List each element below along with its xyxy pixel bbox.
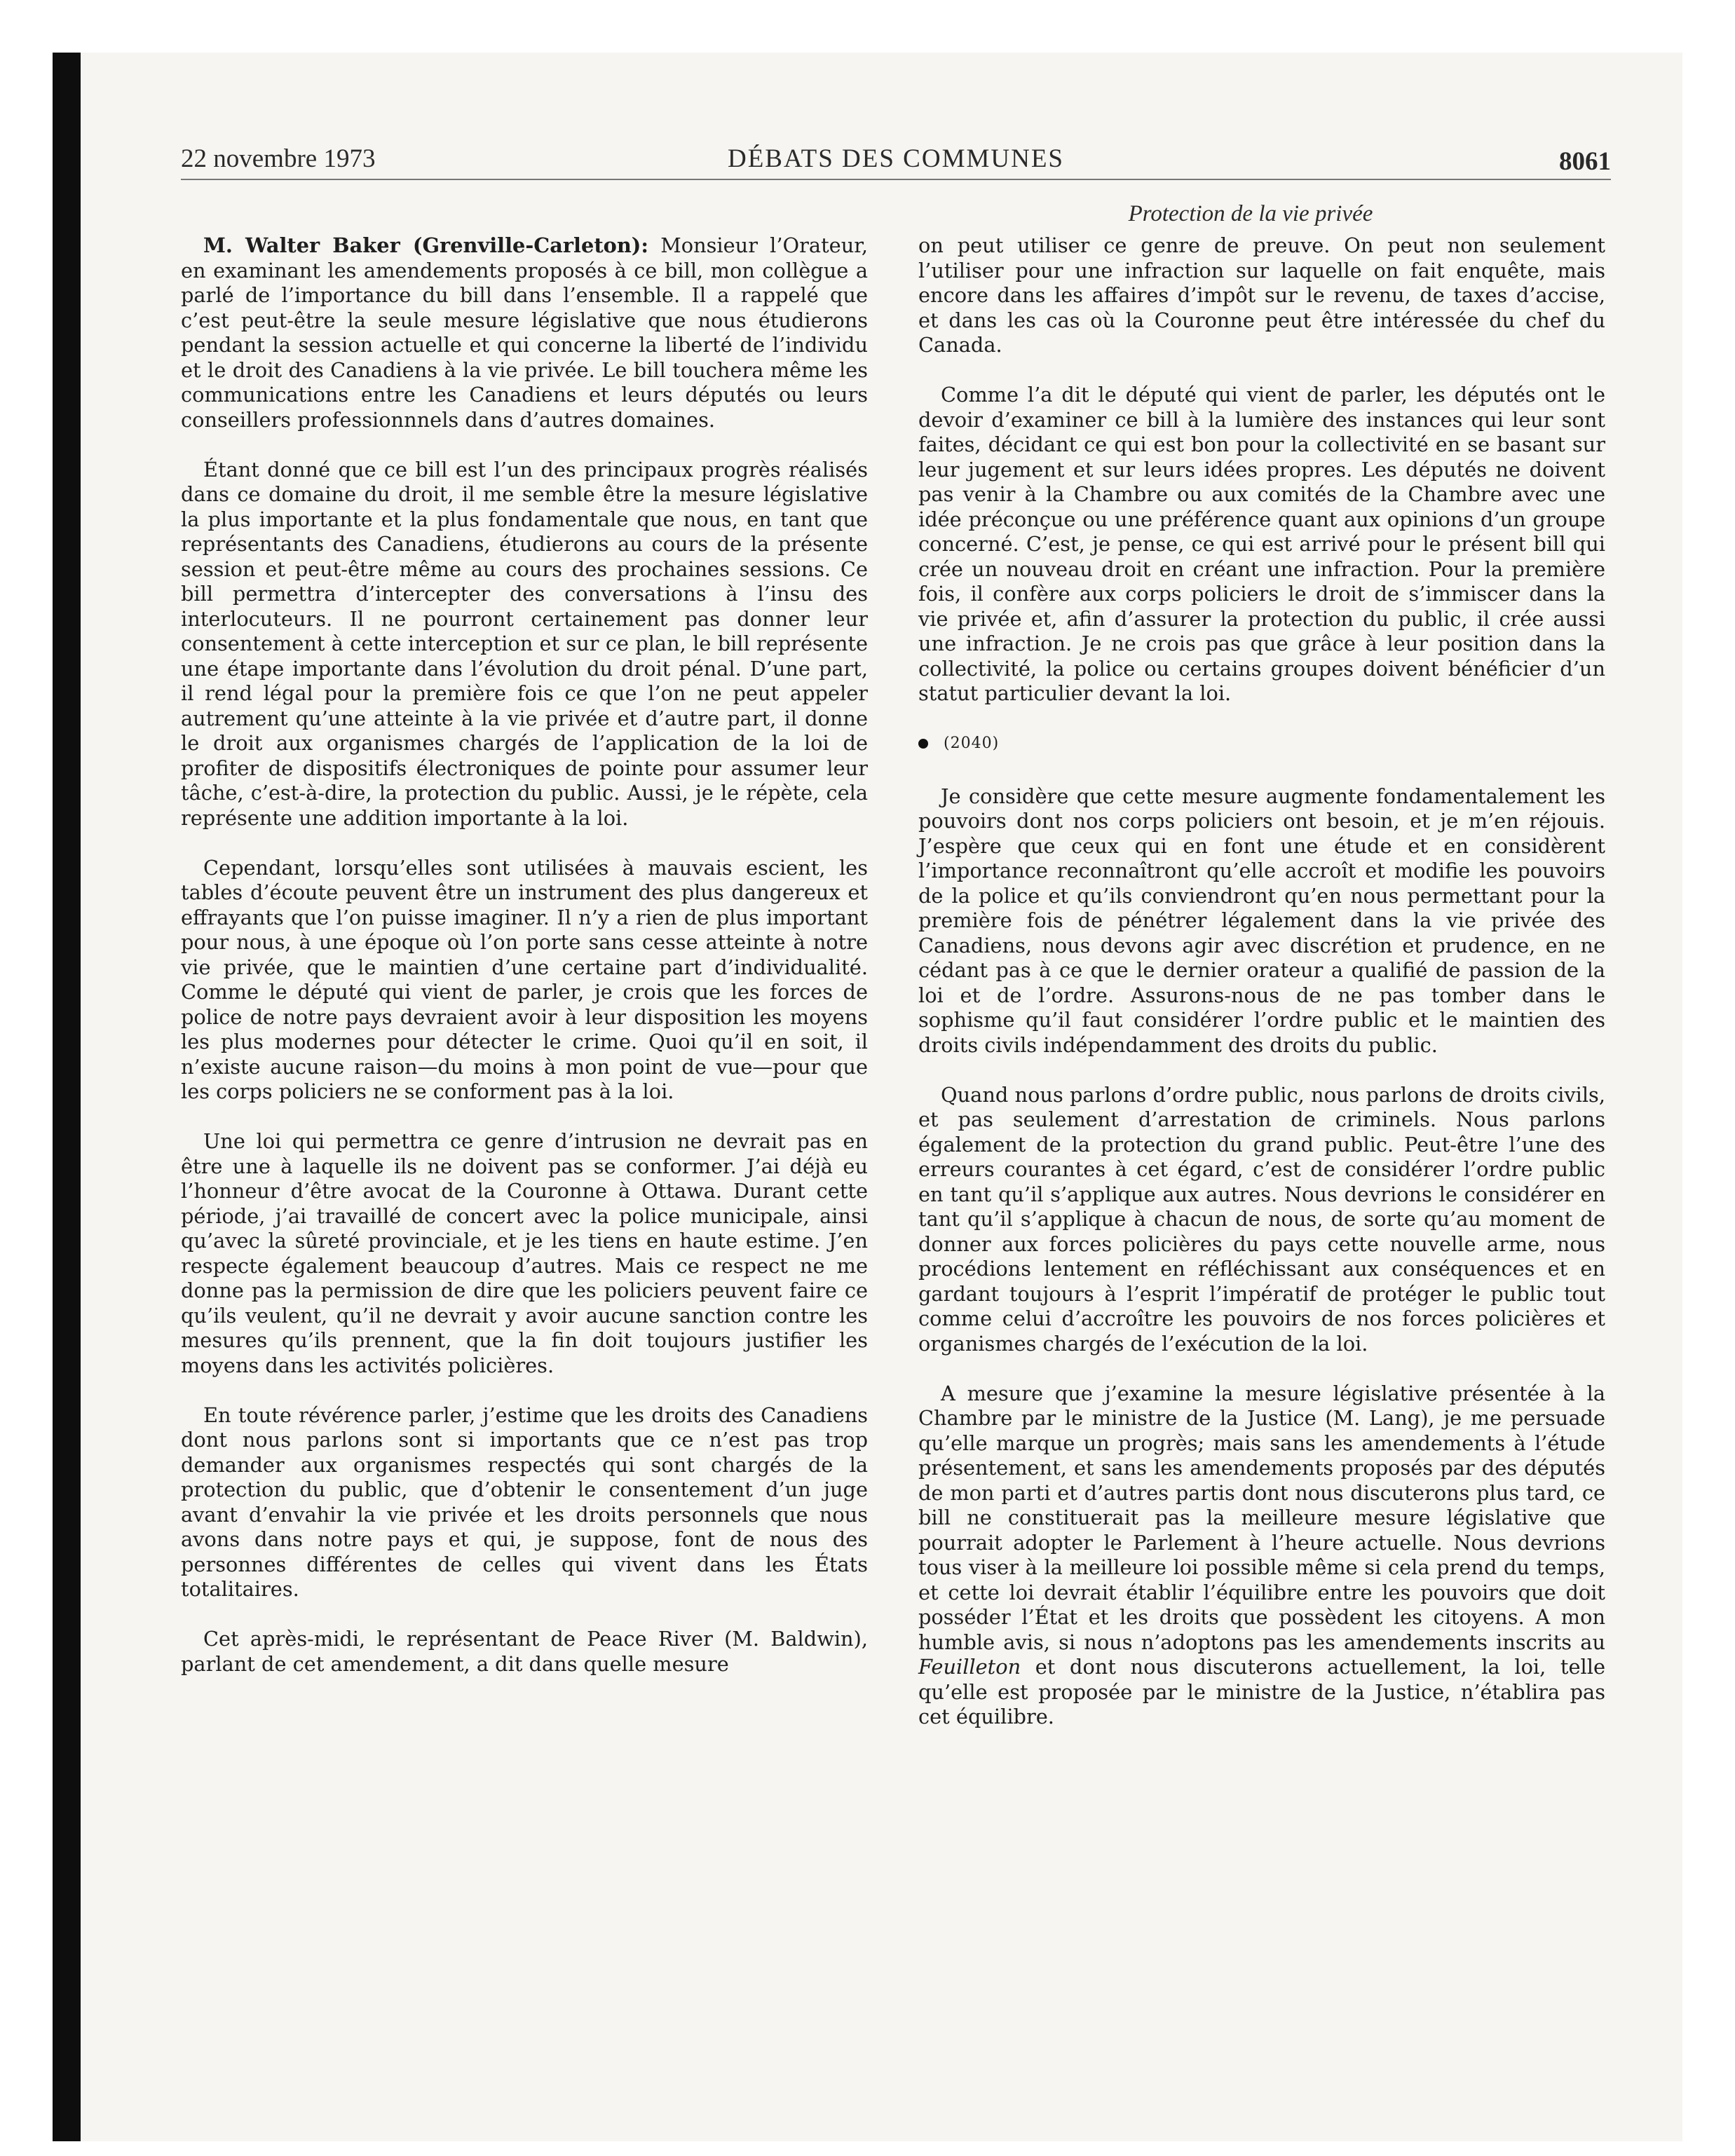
paragraph: Comme l’a dit le député qui vient de parler, les députés ont le devoir d’examiner ce bill à la lumière des instances qui leur sont faites, décidant ce qui est bon pour la collectivité en se basant sur leur jugement et sur leurs idées propres. Les députés ne doivent pas venir à la Chambre ou aux comités de la Chambre avec une idée préconçue ou une préférence quant aux opinions d’un groupe concerné. C’est, je pense, ce qui est arrivé pour le présent bill qui crée un nouveau droit en créant une infraction. Pour la première fois, il confère aux corps policiers le droit de s’immiscer dans la vie privée et, afin d’assurer la protection du public, il crée aussi une infraction. Je ne crois pas que grâce à leur position dans la collectivité, la police ou certains groupes doivent bénéficier d’un statut particulier devant la loi. [918,383,1605,705]
paragraph: En toute révérence parler, j’estime que les droits des Canadiens dont nous parlons sont si importants que ce n’est pas trop demander aux organismes respectés qui sont chargés de la protection du public, que d’obtenir le consentement d’un juge avant d’envahir la vie privée et les droits personnels que nous avons dans notre pays et qui, je suppose, font de nous des personnes différentes de celles qui vivent dans les États totalitaires. [181,1403,868,1601]
paragraph: Je considère que cette mesure augmente fondamentalement les pouvoirs dont nos corps policiers ont besoin, et je m’en réjouis. J’espère que ceux qui en font une étude et en considèrent l’importance reconnaîtront qu’elle accroît et modifie les pouvoirs de la police et qu’ils conviendront qu’en nous permettant pour la première fois de pénétrer légalement dans la vie privée des Canadiens, nous devons agir avec discrétion et prudence, en ne cédant pas à ce que le dernier orateur a qualifié de passion de la loi et de l’ordre. Assurons-nous de ne pas tomber dans le sophisme qu’il faut considérer l’ordre public et le maintien des droits civils indépendamment des droits du public. [918,784,1605,1057]
paragraph: Étant donné que ce bill est l’un des principaux progrès réalisés dans ce domaine du droit, il me semble être la mesure législative la plus importante et la plus fondamentale que nous, en tant que représentants des Canadiens, étudierons au cours de la présente session et peut-être même au cours des prochaines sessions. Ce bill permettra d’intercepter des conversations à l’insu des interlocuteurs. Il ne pourront certainement pas donner leur consentement à cette interception et sur ce plan, le bill représente une étape importante dans l’évolution du droit pénal. D’une part, il rend légal pour la première fois ce que l’on ne peut appeler autrement qu’une atteinte à la vie privée et d’autre part, il donne le droit aux organismes chargés de l’application de la loi de profiter de dispositifs électroniques de pointe pour assumer leur tâche, c’est-à-dire, la protection du public. Aussi, je le répète, cela représente une addition importante à la loi. [181,457,868,830]
running-title: Protection de la vie privée [1128,201,1373,226]
header-rule [181,179,1611,180]
paragraph-text: A mesure que j’examine la mesure législative présentée à la Chambre par le ministre de la Justice (M. Lang), je me persuade qu’elle marque un progrès; mais sans les amendements à l’étude présentement, et sans les amendements proposés par des députés de mon parti et d’autres partis dont nous discuterons plus tard, ce bill ne constituerait pas la meilleure mesure législative que pourrait adopter le Parlement à l’heure actuelle. Nous devrions tous viser à la meilleure loi possible même si cela prend du temps, et cette loi devrait établir l’équilibre entre les pouvoirs que doit posséder l’État et les droits que possèdent les citoyens. A mon humble avis, si nous n’adoptons pas les amendements inscrits au [918,1381,1605,1654]
speaker-name: M. Walter Baker (Grenville-Carleton): [203,233,649,257]
paragraph: Une loi qui permettra ce genre d’intrusion ne devrait pas en être une à laquelle ils ne doivent pas se conformer. J’ai déjà eu l’honneur d’être avocat de la Couronne à Ottawa. Durant cette période, j’ai travaillé de concert avec la police municipale, ainsi qu’avec la sûreté provinciale, et je les tiens en haute estime. J’en respecte également beaucoup d’autres. Mais ce respect ne me donne pas la permission de dire que les policiers peuvent faire ce qu’ils veulent, qu’il ne devrait y avoir aucune sanction contre les mesures qu’ils prennent, que la fin doit toujours justifier les moyens dans les activités policières. [181,1129,868,1377]
time-marker-text: (2040) [944,735,1000,752]
right-column [918,233,1605,1754]
italic-term: Feuilleton [918,1655,1021,1679]
time-marker [918,731,1605,756]
paragraph: Quand nous parlons d’ordre public, nous parlons de droits civils, et pas seulement d’arrestation de criminels. Nous parlons également de la protection du grand public. Peut-être l’une des erreurs courantes à cet égard, c’est de considérer l’ordre public en tant qu’il s’applique aux autres. Nous devrions le considérer en tant qu’il s’applique à chacun de nous, de sorte qu’au moment de donner aux forces policières du pays cette nouvelle arme, nous procédions lentement en réfléchissant aux conséquences et en gardant toujours à l’esprit l’impératif de protéger le public tout comme celui d’accroître les pouvoirs de nos forces policières et organismes chargés de l’exécution de la loi. [918,1082,1605,1356]
paragraph [918,1381,1605,1730]
paragraph: on peut utiliser ce genre de preuve. On peut non seulement l’utiliser pour une infraction sur laquelle on fait enquête, mais encore dans les affaires d’impôt sur le revenu, de taxes d’accise, et dans les cas où la Couronne peut être intéressée du chef du Canada. [918,233,1605,357]
paragraph [181,233,868,432]
left-column [181,233,868,1702]
paragraph: Cet après-midi, le représentant de Peace River (M. Baldwin), parlant de cet amendement, a dit dans quelle mesure [181,1627,868,1676]
bullet-icon [918,739,928,749]
paragraph: Cependant, lorsqu’elles sont utilisées à mauvais escient, les tables d’écoute peuvent être un instrument des plus dangereux et effrayants que l’on puisse imaginer. Il n’y a rien de plus important pour nous, à une époque où l’on porte sans cesse atteinte à notre vie privée, que le maintien d’une certaine part d’individualité. Comme le député qui vient de parler, je crois que les forces de police de notre pays devraient avoir à leur disposition les moyens les plus modernes pour détecter le crime. Quoi qu’il en soit, il n’existe aucune raison—du moins à mon point de vue—pour que les corps policiers ne se conforment pas à la loi. [181,855,868,1103]
header-page-number: 8061 [1559,147,1611,176]
header-date: 22 novembre 1973 [181,144,376,173]
paragraph-text: et dont nous discuterons actuellement, la loi, telle qu’elle est proposée par le ministre de la Justice, n’établira pas cet équilibre. [918,1655,1605,1728]
paragraph-text: Monsieur l’Orateur, en examinant les amendements proposés à ce bill, mon collègue a parlé de l’importance du bill dans l’ensemble. Il a rappelé que c’est peut-être la seule mesure législative que nous étudierons pendant la session actuelle et qui concerne la liberté de l’individu et le droit des Canadiens à la vie privée. Le bill touchera même les communications entre les Canadiens et leurs députés ou leurs conseillers professionnnels dans d’autres domaines. [181,233,868,432]
scan-edge [53,53,81,2141]
header-publication: DÉBATS DES COMMUNES [727,144,1064,173]
